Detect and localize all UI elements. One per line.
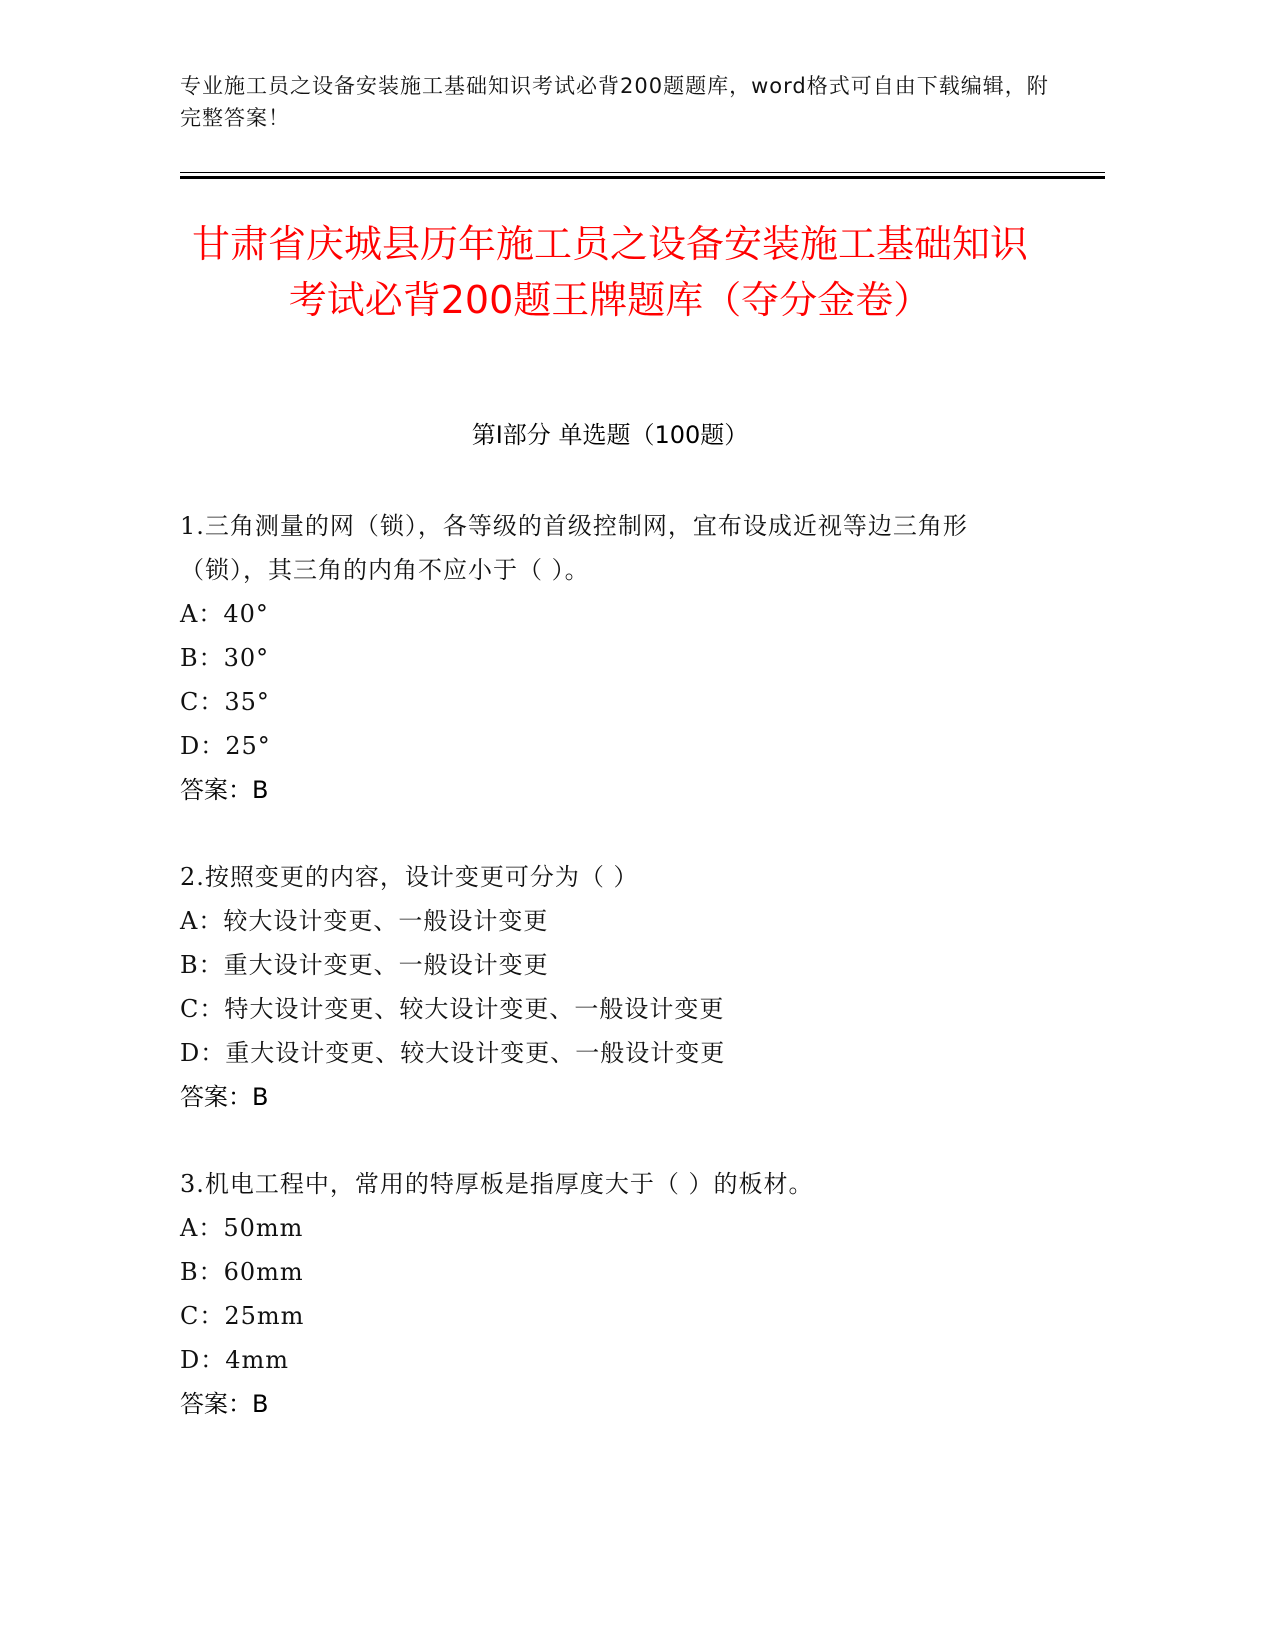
- option-d: D：重大设计变更、较大设计变更、一般设计变更: [180, 1039, 726, 1067]
- question-3: [180, 1162, 1040, 1426]
- header-divider-thick: [180, 176, 1105, 179]
- question-1: [180, 504, 1040, 812]
- option-d: D：25°: [180, 732, 271, 760]
- option-c: C：35°: [180, 688, 270, 716]
- answer-line: 答案：B: [180, 1390, 269, 1418]
- option-c: C：特大设计变更、较大设计变更、一般设计变更: [180, 995, 725, 1023]
- option-c: C：25mm: [180, 1302, 305, 1330]
- option-b: B：30°: [180, 644, 270, 672]
- option-b: B：60mm: [180, 1258, 304, 1286]
- question-stem: 2.按照变更的内容，设计变更可分为（ ）: [180, 863, 639, 891]
- question-stem: 3.机电工程中，常用的特厚板是指厚度大于（ ）的板材。: [180, 1170, 814, 1198]
- question-2: [180, 855, 1040, 1119]
- option-a: A：40°: [180, 600, 269, 628]
- header-divider-thin: [180, 172, 1105, 173]
- answer-line: 答案：B: [180, 776, 269, 804]
- question-stem: 1.三角测量的网（锁），各等级的首级控制网，宜布设成近视等边三角形（锁），其三角的内角不应小于（ ）。: [180, 512, 968, 584]
- option-b: B：重大设计变更、一般设计变更: [180, 951, 549, 979]
- option-d: D：4mm: [180, 1346, 290, 1374]
- header-note: 专业施工员之设备安装施工基础知识考试必背200题题库，word格式可自由下载编辑，附完整答案！: [180, 74, 1049, 130]
- section-heading: 第I部分 单选题（100题）: [471, 421, 749, 449]
- answer-line: 答案：B: [180, 1083, 269, 1111]
- option-a: A：50mm: [180, 1214, 304, 1242]
- document-title: 甘肃省庆城县历年施工员之设备安装施工基础知识考试必背200题王牌题库（夺分金卷）: [191, 222, 1028, 322]
- question-list: [180, 504, 1040, 1426]
- option-a: A：较大设计变更、一般设计变更: [180, 907, 549, 935]
